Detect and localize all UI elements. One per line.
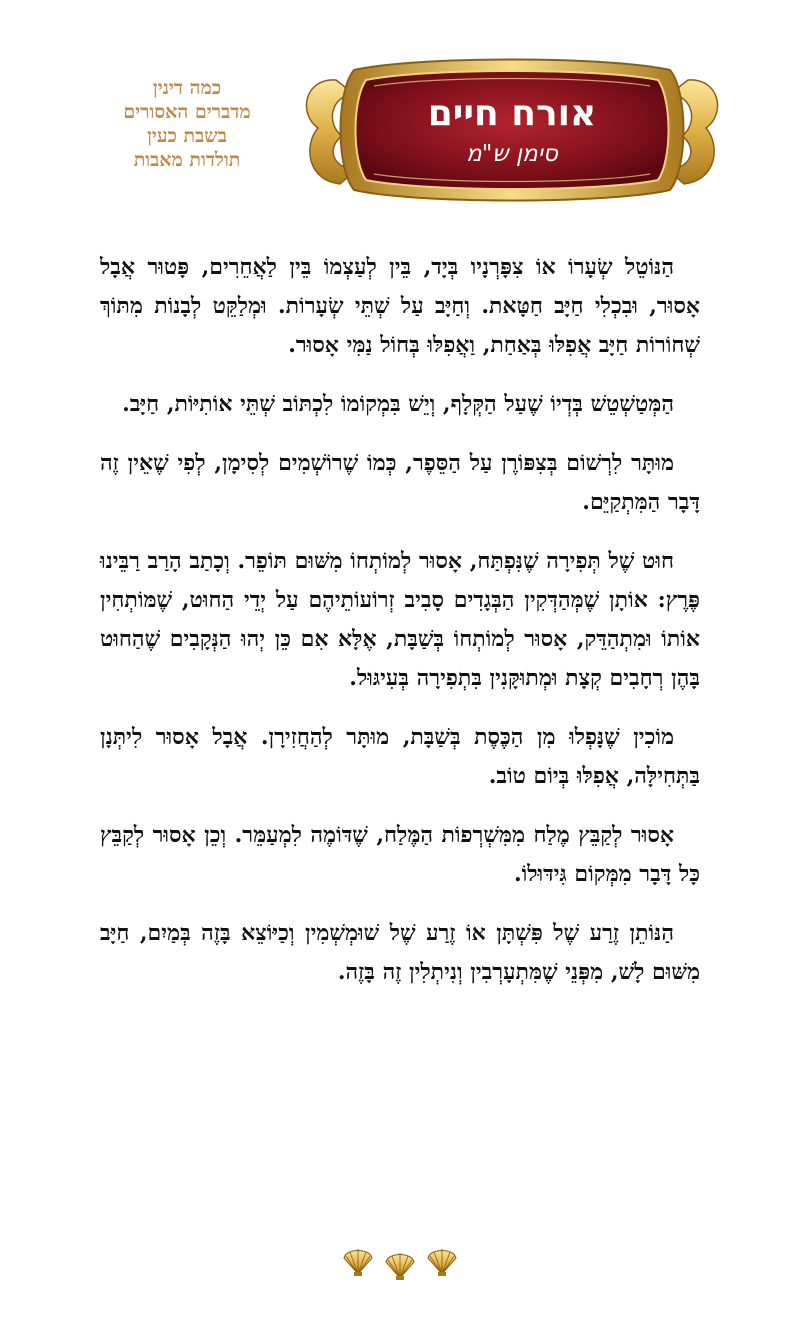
paragraph: אָסוּר לְקַבֵּץ מֶלַח מִמִּשְׁרְפוֹת הַמֶּלַח, שֶׁדּוֹמֶה לִמְעַמֵּר. וְכֵן אָסוּר לְקַבֵּץ כָּל דָּבָר מִמְּקוֹם גִּידּוּלוֹ. <box>100 822 700 887</box>
title-banner <box>296 52 728 208</box>
shell-icon <box>344 1249 372 1276</box>
side-caption-line: בשבת כעין <box>147 125 227 147</box>
shell-icon <box>428 1249 456 1276</box>
banner-title: אורח חיים <box>427 93 597 134</box>
paragraph: חוּט שֶׁל תְּפִירָה שֶׁנִּפְתַּח, אָסוּר לְמוֹתְחוֹ מִשּׁוּם תּוֹפֵר. וְכָתַב הָרַב רַבֵּינוּ פֶּרֶץ: אוֹתָן שֶׁמְּהַדְּקִין הַבְּגָדִים סָבִיב זְרוֹעוֹתֵיהֶם עַל יְדֵי הַחוּט, שֶׁמּוֹתְחִין אוֹתוֹ וּמִתְהַדֵּק, אָסוּר לְמוֹתְחוֹ בְּשַׁבָּת, אֶלָּא אִם כֵּן יְהוּ הַנְּקָבִים שֶׁהַחוּט בָּהֶן רְחָבִים קְצָת וּמְתוּקָּנִין בִּתְפִירָה בְּעִיגּוּל. <box>100 548 700 691</box>
side-caption-line: כמה דינין <box>152 77 222 99</box>
paragraph: הַנּוֹטֵל שְׂעָרוֹ אוֹ צִפָּרְנָיו בְּיָד, בֵּין לְעַצְמוֹ בֵּין לַאֲחֵרִים, פָּטוּר אֲבָל אָסוּר, וּבִכְלִי חַיָּב חַטָּאת. וְחַיָּב עַל שְׁתֵּי שְׂעָרוֹת. וּמְלַקֵּט לְבָנוֹת מִתּוֹךְ שְׁחוֹרוֹת חַיָּב אֲפִלּוּ בְּאַחַת, וַאֲפִלּוּ בְּחוֹל נַמִּי אָסוּר. <box>100 254 700 358</box>
paragraph: הַנּוֹתֵן זֶרַע שֶׁל פִּשְׁתָּן אוֹ זֶרַע שֶׁל שׁוּמְשְׁמִין וְכַיּוֹצֵא בָּזֶה בְּמַיִם, חַיָּב מִשּׁוּם לָשׁ, מִפְּנֵי שֶׁמִּתְעָרְבִין וְנִיתְלִין זֶה בָּזֶה. <box>100 920 700 985</box>
paragraph: מוֹכִין שֶׁנָּפְלוּ מִן הַכֶּסֶת בְּשַׁבָּת, מוּתָּר לְהַחֲזִירָן. אֲבָל אָסוּר לִיתְּנָן בַּתְּחִילָּה, אֲפִלּוּ בְּיוֹם טוֹב. <box>100 724 700 789</box>
side-caption <box>92 76 282 172</box>
side-caption-line: מדברים האסורים <box>123 101 251 123</box>
shell-icon <box>386 1253 414 1280</box>
banner-subtitle: סימן ש"מ <box>466 141 558 167</box>
side-caption-line: תולדות מאבות <box>133 149 241 171</box>
paragraph: הַמְּטַשְׁטֵשׁ בְּדְיוֹ שֶׁעַל הַקְּלָף, וְיֵשׁ בִּמְקוֹמוֹ לִכְתּוֹב שְׁתֵּי אוֹתִיּוֹת, חַיָּב. <box>122 391 674 417</box>
halacha-text <box>100 248 700 1012</box>
shells-ornament-icon <box>338 1242 462 1282</box>
paragraph: מוּתָּר לִרְשׁוֹם בְּצִפּוֹרֶן עַל הַסֵּפֶר, כְּמוֹ שֶׁרוֹשְׁמִים לְסִימָן, לְפִי שֶׁאֵין זֶה דָּבָר הַמִּתְקַיֵּם. <box>100 450 700 515</box>
